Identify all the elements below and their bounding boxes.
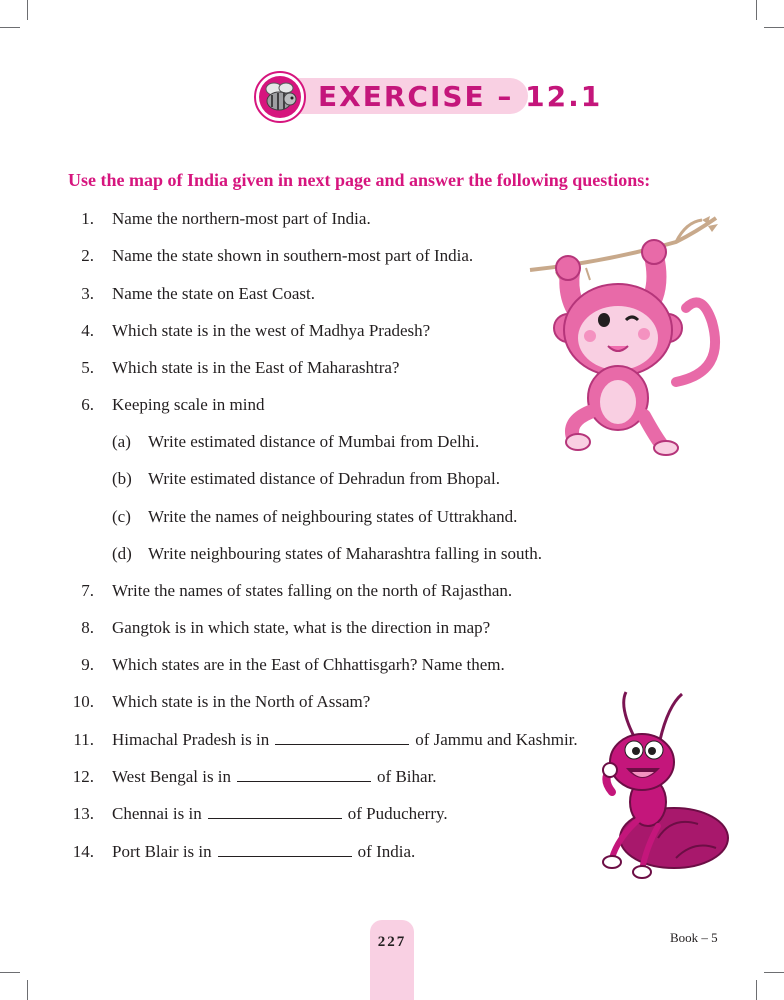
question-text-after: of Bihar. xyxy=(377,767,437,786)
question-number: 6. xyxy=(81,395,94,414)
question-number: 3. xyxy=(81,284,94,303)
question-text: Keeping scale in mind xyxy=(112,395,265,414)
answer-blank[interactable] xyxy=(275,730,409,745)
crop-mark xyxy=(27,980,28,1000)
crop-mark xyxy=(0,972,20,973)
page-number: 227 xyxy=(377,934,407,950)
question-text: Which state is in the East of Maharashtra? xyxy=(112,358,400,377)
crop-mark xyxy=(756,980,757,1000)
sub-question-label: (d) xyxy=(112,544,132,563)
question-text: Write the names of states falling on the north of Rajasthan. xyxy=(112,581,513,600)
question-text-after: of Puducherry. xyxy=(347,804,448,823)
ant-illustration xyxy=(598,688,730,880)
instruction-text: Use the map of India given in next page and answer the following questions: xyxy=(68,170,651,190)
question-text: Name the state on East Coast. xyxy=(112,284,316,303)
question-text: Which state is in the North of Assam? xyxy=(112,692,371,711)
question-number: 5. xyxy=(81,358,94,377)
question-number: 2. xyxy=(81,246,94,265)
question-number: 10. xyxy=(72,692,94,711)
question-number: 7. xyxy=(81,581,94,600)
question-number: 12. xyxy=(72,767,94,786)
question-text-before: West Bengal is in xyxy=(112,767,232,786)
question-number: 11. xyxy=(73,730,94,749)
sub-question-text: Write the names of neighbouring states of Uttrakhand. xyxy=(148,507,518,526)
answer-blank[interactable] xyxy=(208,804,342,819)
sub-question-text: Write estimated distance of Dehradun from Bhopal. xyxy=(148,469,500,488)
question-text-after: of India. xyxy=(357,842,416,861)
crop-mark xyxy=(0,27,20,28)
monkey-illustration xyxy=(526,212,722,456)
answer-blank[interactable] xyxy=(237,767,371,782)
question-number: 13. xyxy=(72,804,94,823)
question-text-before: Himachal Pradesh is in xyxy=(112,730,270,749)
question-text: Gangtok is in which state, what is the direction in map? xyxy=(112,618,491,637)
question-text-before: Chennai is in xyxy=(112,804,202,823)
question-number: 9. xyxy=(81,655,94,674)
answer-blank[interactable] xyxy=(218,842,352,857)
crop-mark xyxy=(764,27,784,28)
crop-mark xyxy=(27,0,28,20)
bee-icon xyxy=(254,71,306,123)
page-number-tab xyxy=(370,920,414,1000)
question-text: Name the northern-most part of India. xyxy=(112,209,371,228)
question-text: Which states are in the East of Chhattisgarh? Name them. xyxy=(112,655,505,674)
crop-mark xyxy=(756,0,757,20)
crop-mark xyxy=(764,972,784,973)
question-number: 1. xyxy=(81,209,94,228)
question-text-after: of Jammu and Kashmir. xyxy=(415,730,578,749)
question-text: Name the state shown in southern-most part of India. xyxy=(112,246,474,265)
sub-question-label: (b) xyxy=(112,469,132,488)
sub-question-label: (a) xyxy=(112,432,131,451)
question-number: 14. xyxy=(72,842,94,861)
sub-question-label: (c) xyxy=(112,507,131,526)
question-number: 4. xyxy=(81,321,94,340)
book-label: Book – 5 xyxy=(670,930,718,945)
question-text: Which state is in the west of Madhya Pradesh? xyxy=(112,321,431,340)
question-number: 8. xyxy=(81,618,94,637)
sub-question-text: Write neighbouring states of Maharashtra falling in south. xyxy=(148,544,542,563)
sub-question-text: Write estimated distance of Mumbai from Delhi. xyxy=(148,432,480,451)
exercise-title: EXERCISE – 12.1 xyxy=(318,80,603,113)
question-text-before: Port Blair is in xyxy=(112,842,212,861)
